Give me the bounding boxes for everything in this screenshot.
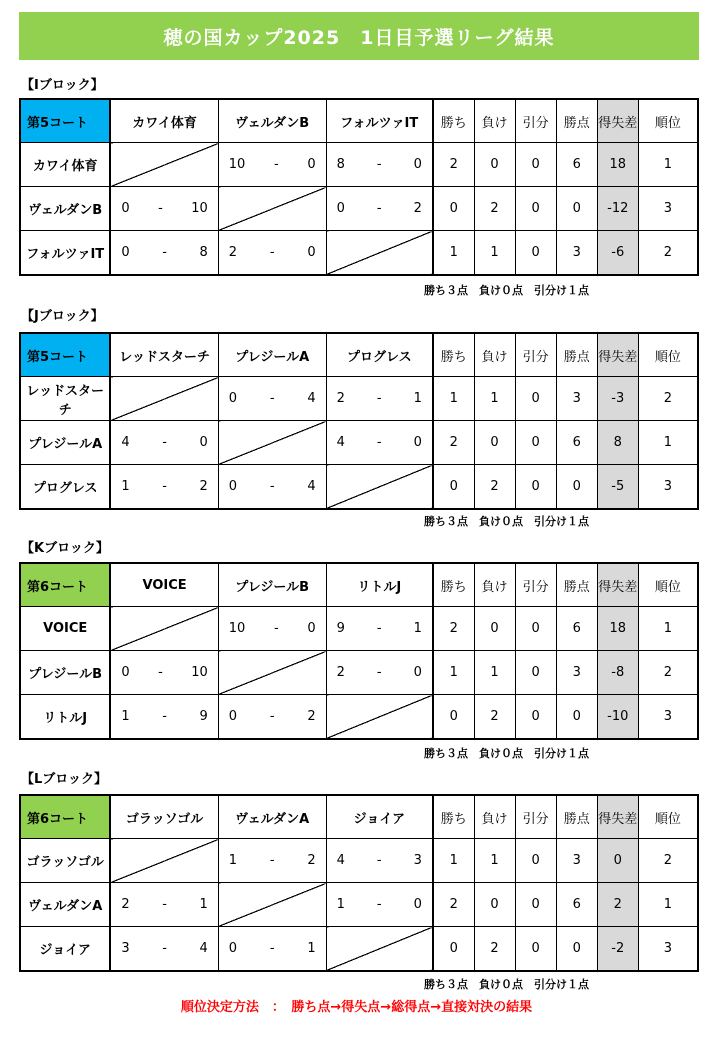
- team-column-header: ゴラッソゴル: [110, 795, 218, 839]
- score-away: 1: [307, 941, 316, 956]
- table-header-row: [20, 563, 698, 607]
- score-home: 10: [228, 621, 246, 636]
- table-row: [20, 377, 698, 421]
- score-home: 0: [336, 201, 345, 216]
- diagonal-cell: [326, 927, 433, 972]
- wins-value: 0: [433, 187, 474, 231]
- score-dash: -: [162, 941, 167, 956]
- score-away: 0: [307, 245, 316, 260]
- match-score: [326, 421, 433, 465]
- score-home: 2: [336, 391, 345, 406]
- match-score: [218, 231, 326, 276]
- goal-diff-value: 2: [597, 883, 638, 927]
- score-away: 0: [307, 621, 316, 636]
- wins-value: 0: [433, 695, 474, 740]
- score-away: 9: [199, 709, 208, 724]
- score-away: 10: [191, 665, 208, 680]
- score-away: 4: [199, 941, 208, 956]
- diagonal-cell: [110, 377, 218, 421]
- team-row-name: レッドスターチ: [20, 377, 110, 421]
- score-dash: -: [162, 897, 167, 912]
- diagonal-cell: [218, 651, 326, 695]
- score-home: 4: [121, 435, 130, 450]
- stat-header: 勝ち: [433, 333, 474, 377]
- points-value: 0: [556, 187, 597, 231]
- draws-value: 0: [515, 143, 556, 187]
- score-dash: -: [162, 709, 167, 724]
- draws-value: 0: [515, 421, 556, 465]
- page-title: 穂の国カップ2025 1日目予選リーグ結果: [19, 12, 699, 60]
- team-column-header: プログレス: [326, 333, 433, 377]
- score-dash: -: [269, 853, 275, 868]
- match-score: [326, 839, 433, 883]
- team-row-name: VOICE: [20, 607, 110, 651]
- draws-value: 0: [515, 607, 556, 651]
- ranking-method-note: 順位決定方法 ： 勝ち点→得失点→総得点→直接対決の結果: [180, 1000, 533, 1015]
- team-row-name: ヴェルダンA: [20, 883, 110, 927]
- stat-header: 得失差: [597, 795, 638, 839]
- goal-diff-value: 8: [597, 421, 638, 465]
- table-header-row: [20, 795, 698, 839]
- score-dash: -: [269, 391, 275, 406]
- score-dash: -: [376, 621, 382, 636]
- team-column-header: ジョイア: [326, 795, 433, 839]
- diagonal-cell: [218, 883, 326, 927]
- table-header-row: [20, 99, 698, 143]
- team-row-name: プレジールA: [20, 421, 110, 465]
- goal-diff-value: -6: [597, 231, 638, 276]
- draws-value: 0: [515, 187, 556, 231]
- score-away: 0: [307, 157, 316, 172]
- score-away: 1: [413, 621, 422, 636]
- points-value: 6: [556, 421, 597, 465]
- wins-value: 2: [433, 421, 474, 465]
- table-row: [20, 231, 698, 276]
- table-row: [20, 421, 698, 465]
- goal-diff-value: 0: [597, 839, 638, 883]
- team-column-header: フォルツァIT: [326, 99, 433, 143]
- score-away: 10: [191, 201, 208, 216]
- score-home: 1: [121, 479, 130, 494]
- rank-value: 2: [638, 377, 698, 421]
- rank-value: 3: [638, 187, 698, 231]
- score-away: 0: [413, 897, 422, 912]
- losses-value: 0: [474, 883, 515, 927]
- league-table: [19, 794, 699, 972]
- rank-value: 1: [638, 883, 698, 927]
- match-score: [326, 187, 433, 231]
- score-away: 4: [307, 479, 316, 494]
- score-away: 2: [307, 853, 316, 868]
- score-home: 2: [228, 245, 238, 260]
- score-away: 4: [307, 391, 316, 406]
- rank-value: 2: [638, 651, 698, 695]
- goal-diff-value: -12: [597, 187, 638, 231]
- points-value: 6: [556, 607, 597, 651]
- table-row: [20, 695, 698, 740]
- losses-value: 0: [474, 421, 515, 465]
- points-value: 6: [556, 883, 597, 927]
- draws-value: 0: [515, 927, 556, 972]
- rank-value: 1: [638, 607, 698, 651]
- match-score: [326, 607, 433, 651]
- match-score: [326, 143, 433, 187]
- diagonal-cell: [218, 421, 326, 465]
- diagonal-cell: [326, 231, 433, 276]
- match-score: [110, 695, 218, 740]
- draws-value: 0: [515, 377, 556, 421]
- score-dash: -: [158, 665, 163, 680]
- score-away: 0: [413, 435, 422, 450]
- wins-value: 2: [433, 607, 474, 651]
- points-value: 0: [556, 695, 597, 740]
- draws-value: 0: [515, 839, 556, 883]
- team-column-header: ヴェルダンB: [218, 99, 326, 143]
- diagonal-cell: [326, 465, 433, 510]
- score-away: 0: [199, 435, 208, 450]
- wins-value: 1: [433, 839, 474, 883]
- block-label: 【Kブロック】: [21, 541, 109, 556]
- court-label: 第6コート: [20, 563, 110, 607]
- team-row-name: プレジールB: [20, 651, 110, 695]
- wins-value: 0: [433, 465, 474, 510]
- team-row-name: リトルJ: [20, 695, 110, 740]
- stat-header: 引分: [515, 563, 556, 607]
- rank-value: 2: [638, 231, 698, 276]
- score-home: 2: [336, 665, 345, 680]
- score-dash: -: [376, 391, 382, 406]
- score-home: 0: [228, 709, 238, 724]
- stat-header: 負け: [474, 795, 515, 839]
- table-row: [20, 883, 698, 927]
- losses-value: 2: [474, 465, 515, 510]
- losses-value: 2: [474, 927, 515, 972]
- wins-value: 2: [433, 883, 474, 927]
- table-header-row: [20, 333, 698, 377]
- score-away: 2: [307, 709, 316, 724]
- draws-value: 0: [515, 695, 556, 740]
- points-rule-note: 勝ち３点 負け０点 引分け１点: [424, 747, 589, 760]
- points-value: 0: [556, 465, 597, 510]
- score-home: 3: [121, 941, 130, 956]
- rank-value: 3: [638, 465, 698, 510]
- score-away: 2: [413, 201, 422, 216]
- team-column-header: プレジールB: [218, 563, 326, 607]
- score-home: 0: [121, 245, 130, 260]
- score-home: 4: [336, 853, 345, 868]
- team-row-name: ゴラッソゴル: [20, 839, 110, 883]
- diagonal-cell: [326, 695, 433, 740]
- rank-header: 順位: [638, 333, 698, 377]
- points-rule-note: 勝ち３点 負け０点 引分け１点: [424, 515, 589, 528]
- losses-value: 0: [474, 607, 515, 651]
- wins-value: 1: [433, 377, 474, 421]
- stat-header: 得失差: [597, 99, 638, 143]
- diagonal-cell: [110, 607, 218, 651]
- table-row: [20, 187, 698, 231]
- stat-header: 勝点: [556, 333, 597, 377]
- stat-header: 得失差: [597, 563, 638, 607]
- table-row: [20, 927, 698, 972]
- team-column-header: プレジールA: [218, 333, 326, 377]
- score-dash: -: [269, 709, 275, 724]
- points-value: 3: [556, 651, 597, 695]
- rank-value: 1: [638, 421, 698, 465]
- team-row-name: プログレス: [20, 465, 110, 510]
- rank-header: 順位: [638, 99, 698, 143]
- draws-value: 0: [515, 883, 556, 927]
- match-score: [218, 607, 326, 651]
- score-home: 4: [336, 435, 345, 450]
- score-dash: -: [376, 157, 382, 172]
- score-dash: -: [376, 665, 382, 680]
- match-score: [110, 883, 218, 927]
- table-row: [20, 839, 698, 883]
- losses-value: 1: [474, 231, 515, 276]
- score-dash: -: [273, 157, 279, 172]
- block-label: 【Lブロック】: [21, 772, 108, 787]
- score-dash: -: [162, 479, 167, 494]
- score-home: 1: [228, 853, 238, 868]
- goal-diff-value: -10: [597, 695, 638, 740]
- score-home: 1: [121, 709, 130, 724]
- stat-header: 得失差: [597, 333, 638, 377]
- match-score: [110, 927, 218, 972]
- wins-value: 0: [433, 927, 474, 972]
- stat-header: 引分: [515, 795, 556, 839]
- losses-value: 2: [474, 695, 515, 740]
- goal-diff-value: -3: [597, 377, 638, 421]
- score-home: 2: [121, 897, 130, 912]
- losses-value: 1: [474, 651, 515, 695]
- score-away: 0: [413, 157, 422, 172]
- team-column-header: VOICE: [110, 563, 218, 607]
- score-home: 0: [228, 479, 238, 494]
- score-home: 9: [336, 621, 345, 636]
- match-score: [110, 651, 218, 695]
- wins-value: 1: [433, 651, 474, 695]
- score-dash: -: [269, 245, 275, 260]
- team-row-name: カワイ体育: [20, 143, 110, 187]
- diagonal-cell: [110, 839, 218, 883]
- court-label: 第6コート: [20, 795, 110, 839]
- score-away: 1: [199, 897, 208, 912]
- score-home: 0: [121, 665, 130, 680]
- table-row: [20, 607, 698, 651]
- team-column-header: リトルJ: [326, 563, 433, 607]
- diagonal-cell: [110, 143, 218, 187]
- stat-header: 勝点: [556, 563, 597, 607]
- team-row-name: フォルツァIT: [20, 231, 110, 276]
- match-score: [110, 421, 218, 465]
- points-rule-note: 勝ち３点 負け０点 引分け１点: [424, 284, 589, 297]
- match-score: [218, 143, 326, 187]
- goal-diff-value: 18: [597, 143, 638, 187]
- rank-header: 順位: [638, 795, 698, 839]
- rank-value: 2: [638, 839, 698, 883]
- points-value: 3: [556, 231, 597, 276]
- stat-header: 負け: [474, 563, 515, 607]
- court-label: 第5コート: [20, 333, 110, 377]
- rank-value: 1: [638, 143, 698, 187]
- match-score: [326, 651, 433, 695]
- score-dash: -: [273, 621, 279, 636]
- goal-diff-value: -5: [597, 465, 638, 510]
- league-table: [19, 332, 699, 510]
- score-away: 2: [199, 479, 208, 494]
- league-table: [19, 562, 699, 740]
- losses-value: 2: [474, 187, 515, 231]
- stat-header: 引分: [515, 333, 556, 377]
- match-score: [218, 377, 326, 421]
- match-score: [218, 927, 326, 972]
- score-dash: -: [158, 201, 163, 216]
- stat-header: 勝ち: [433, 563, 474, 607]
- score-home: 0: [228, 391, 238, 406]
- losses-value: 1: [474, 839, 515, 883]
- goal-diff-value: -8: [597, 651, 638, 695]
- stat-header: 勝点: [556, 99, 597, 143]
- score-dash: -: [269, 941, 275, 956]
- score-home: 8: [336, 157, 345, 172]
- score-dash: -: [376, 201, 382, 216]
- stat-header: 負け: [474, 333, 515, 377]
- score-home: 0: [121, 201, 130, 216]
- goal-diff-value: 18: [597, 607, 638, 651]
- points-value: 3: [556, 377, 597, 421]
- wins-value: 1: [433, 231, 474, 276]
- stat-header: 勝点: [556, 795, 597, 839]
- match-score: [218, 695, 326, 740]
- match-score: [326, 883, 433, 927]
- score-dash: -: [376, 435, 382, 450]
- block-label: 【Iブロック】: [21, 78, 104, 93]
- score-home: 10: [228, 157, 246, 172]
- score-away: 1: [413, 391, 422, 406]
- draws-value: 0: [515, 231, 556, 276]
- match-score: [110, 187, 218, 231]
- score-away: 3: [413, 853, 422, 868]
- points-value: 3: [556, 839, 597, 883]
- team-row-name: ジョイア: [20, 927, 110, 972]
- score-home: 1: [336, 897, 345, 912]
- team-column-header: レッドスターチ: [110, 333, 218, 377]
- losses-value: 0: [474, 143, 515, 187]
- rank-value: 3: [638, 695, 698, 740]
- table-row: [20, 465, 698, 510]
- wins-value: 2: [433, 143, 474, 187]
- score-away: 8: [199, 245, 208, 260]
- block-label: 【Jブロック】: [21, 309, 104, 324]
- points-value: 6: [556, 143, 597, 187]
- rank-header: 順位: [638, 563, 698, 607]
- goal-diff-value: -2: [597, 927, 638, 972]
- match-score: [110, 465, 218, 510]
- team-row-name: ヴェルダンB: [20, 187, 110, 231]
- match-score: [218, 465, 326, 510]
- table-row: [20, 143, 698, 187]
- losses-value: 1: [474, 377, 515, 421]
- rank-value: 3: [638, 927, 698, 972]
- match-score: [218, 839, 326, 883]
- score-dash: -: [162, 435, 167, 450]
- stat-header: 勝ち: [433, 795, 474, 839]
- score-dash: -: [376, 853, 382, 868]
- table-row: [20, 651, 698, 695]
- stat-header: 引分: [515, 99, 556, 143]
- points-value: 0: [556, 927, 597, 972]
- league-table: [19, 98, 699, 276]
- match-score: [326, 377, 433, 421]
- team-column-header: ヴェルダンA: [218, 795, 326, 839]
- team-column-header: カワイ体育: [110, 99, 218, 143]
- score-dash: -: [269, 479, 275, 494]
- stat-header: 勝ち: [433, 99, 474, 143]
- points-rule-note: 勝ち３点 負け０点 引分け１点: [424, 978, 589, 991]
- stat-header: 負け: [474, 99, 515, 143]
- score-away: 0: [413, 665, 422, 680]
- score-dash: -: [376, 897, 382, 912]
- match-score: [110, 231, 218, 276]
- diagonal-cell: [218, 187, 326, 231]
- draws-value: 0: [515, 465, 556, 510]
- score-dash: -: [162, 245, 167, 260]
- draws-value: 0: [515, 651, 556, 695]
- score-home: 0: [228, 941, 238, 956]
- court-label: 第5コート: [20, 99, 110, 143]
